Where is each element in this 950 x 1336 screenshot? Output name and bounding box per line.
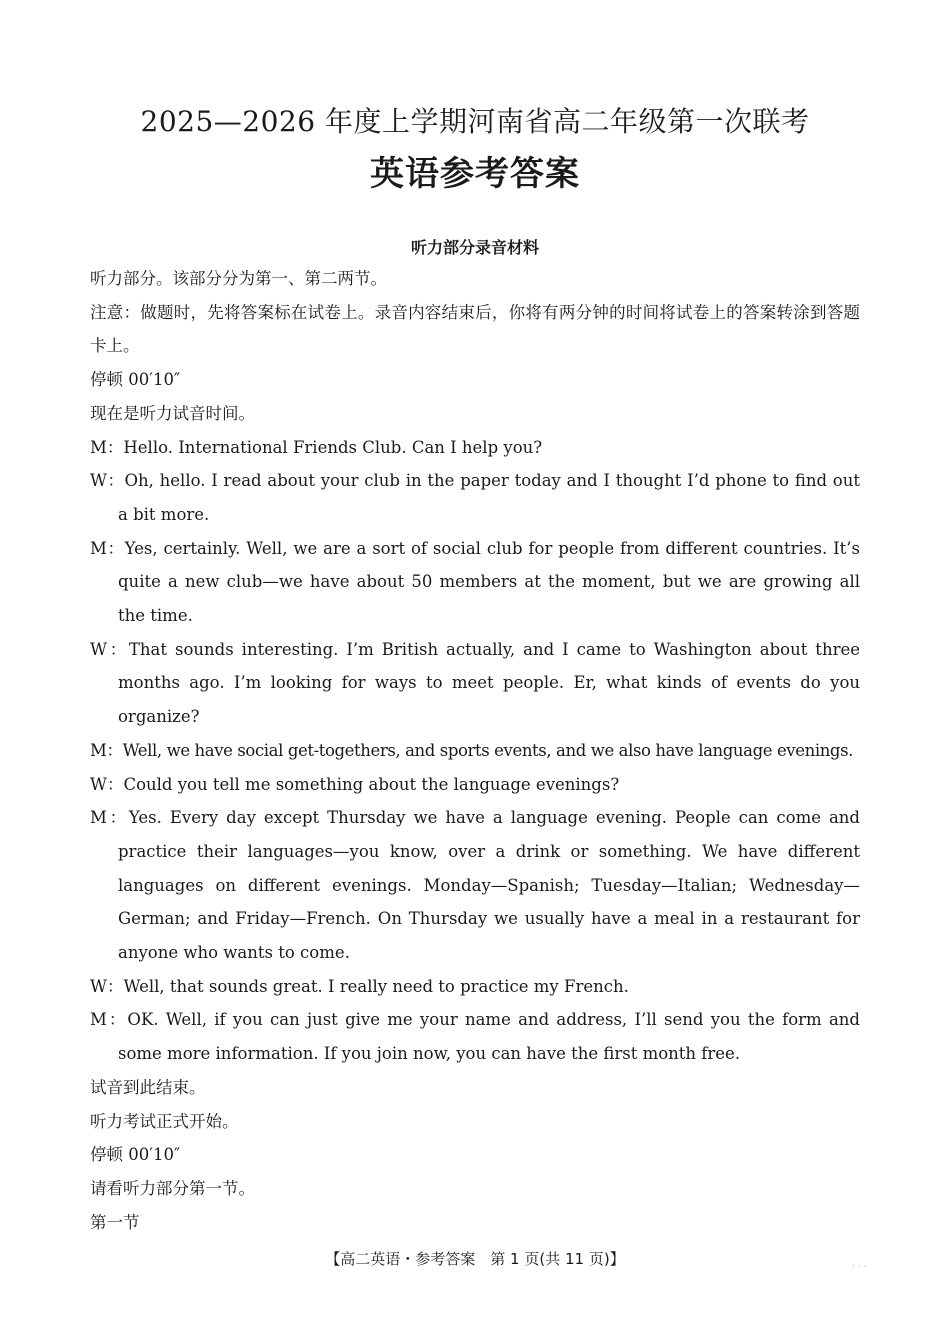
dialogue-line: W：That sounds interesting. I’m British actually, and I came to Washington about three months ago. I’m looking for ways to meet people. Er, what kinds of events do you organize? (90, 639, 860, 727)
dialogue-line: M：Yes, certainly. Well, we are a sort of social club for people from different countries. It’s quite a new club—we have about 50 members at the moment, but we are growing all the time. (90, 538, 860, 626)
exam-start-text: 听力考试正式开始。 (90, 1111, 239, 1131)
section-one-prompt: 请看听力部分第一节。 (90, 1178, 255, 1198)
transcript-body (90, 262, 860, 1239)
section-one-label: 第一节 (90, 1212, 140, 1232)
page-footer: 【高二英语・参考答案 第 1 页(共 11 页)】 (325, 1250, 625, 1268)
dialogue-line: W：Could you tell me something about the language evenings? (90, 774, 620, 794)
notice-text: 注意：做题时，先将答案标在试卷上。录音内容结束后，你将有两分钟的时间将试卷上的答案转涂到答题卡上。 (90, 302, 860, 356)
pause-marker: 停顿 00′10″ (90, 370, 181, 390)
dialogue-line: M：OK. Well, if you can just give me your name and address, I’ll send you the form and some more information. If you join now, you can have the first month free. (90, 1010, 860, 1064)
dialogue-line: W：Oh, hello. I read about your club in the paper today and I thought I’d phone to find out a bit more. (90, 471, 860, 524)
dialogue-line: M：Well, we have social get-togethers, and sports events, and we also have language evenings. (90, 740, 853, 760)
exam-title: 2025—2026 年度上学期河南省高二年级第一次联考 (140, 105, 810, 138)
trial-end-text: 试音到此结束。 (90, 1077, 206, 1097)
document-subtitle: 英语参考答案 (370, 154, 580, 194)
trial-start-text: 现在是听力试音时间。 (90, 403, 255, 423)
corner-mark: · · · (852, 1262, 867, 1272)
pause-marker: 停顿 00′10″ (90, 1145, 181, 1165)
dialogue-line: M：Yes. Every day except Thursday we have a language evening. People can come and practice their languages—you know, over a drink or something. We have different languages on different evenings. Monday—Spanish; Tuesday—Italian; Wednesday—German; and Friday—French. On Thursday we usually have a meal in a restaurant for anyone who wants to come. (90, 808, 860, 963)
listening-transcript-heading: 听力部分录音材料 (410, 238, 539, 257)
dialogue-line: M：Hello. International Friends Club. Can I help you? (90, 437, 543, 457)
dialogue-line: W：Well, that sounds great. I really need to practice my French. (90, 976, 629, 996)
intro-text: 听力部分。该部分分为第一、第二两节。 (90, 269, 387, 288)
